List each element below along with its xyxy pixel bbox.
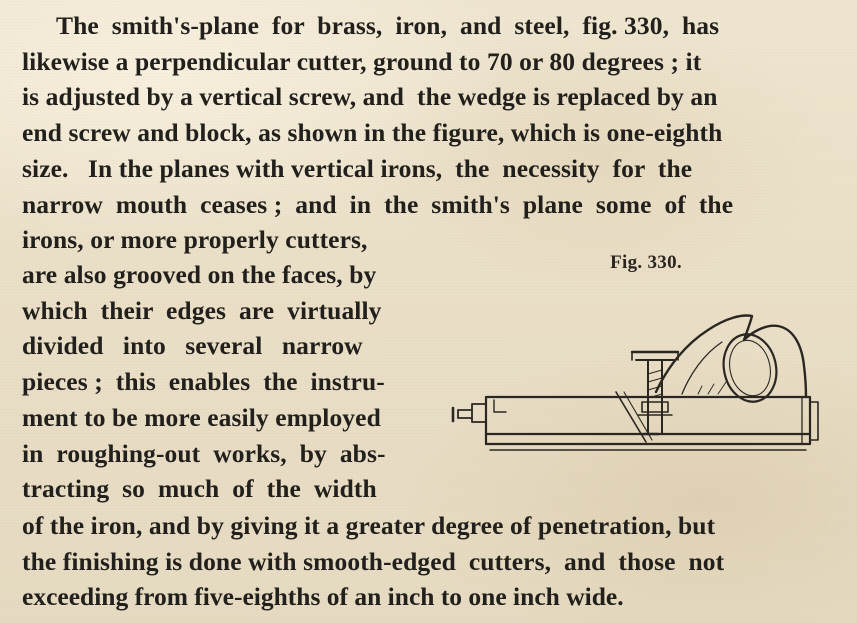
paragraph-bottom [22,508,834,615]
text-line: size. In the planes with vertical irons, the necessity for the [22,153,693,183]
text-line: ment to be more easily employed [22,402,381,432]
text-line: tracting so much of the width [22,474,377,504]
text-line: is adjusted by a vertical screw, and the wedge is replaced by an [22,82,718,112]
text-line: of the iron, and by giving it a greater degree of penetration, but [22,511,716,540]
text-line: which their edges are virtually [22,295,382,325]
paragraph-wrapped-column [22,257,454,507]
text-line: the finishing is done with smooth-edged cutters, and those not [22,546,725,576]
text-line: pieces ; this enables the instru- [22,367,385,397]
figure-smiths-plane-illustration [450,282,832,468]
text-line: in roughing-out works, by abs- [22,438,386,468]
text-line: irons, or more properly cutters, [22,225,368,255]
text-line: The smith's-plane for brass, iron, and steel, fig. 330, has [56,11,720,40]
figure-caption: Fig. 330. [610,252,682,273]
text-line: are also grooved on the faces, by [22,260,377,289]
text-line: likewise a perpendicular cutter, ground to 70 or 80 degrees ; it [22,46,702,76]
text-line: exceeding from five-eighths of an inch to one inch wide. [22,582,624,612]
text-line: end screw and block, as shown in the figure, which is one-eighth [22,118,723,148]
text-line: narrow mouth ceases ; and in the smith's plane some of the [22,189,734,219]
paragraph-top [22,8,834,258]
text-line: divided into several narrow [22,331,363,361]
